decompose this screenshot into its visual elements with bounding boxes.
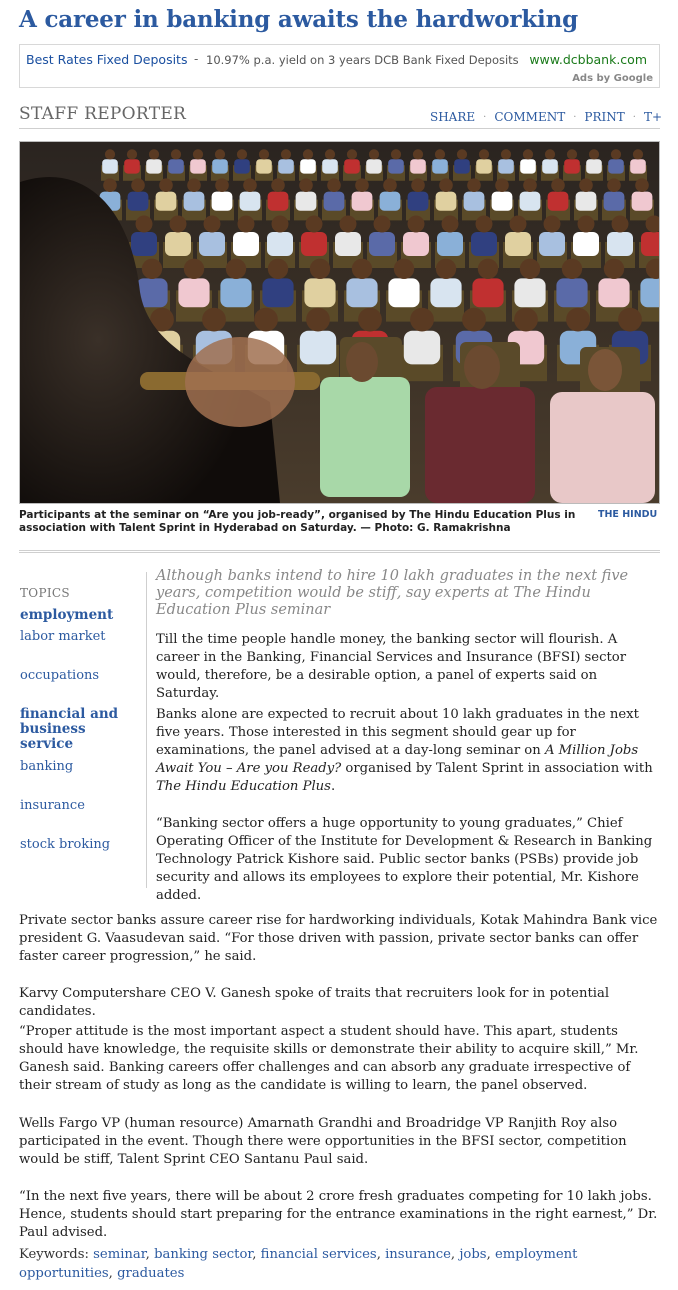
text-size-link[interactable]: T+ [643,110,662,124]
article-paragraph: “Proper attitude is the most important aspect a student should have. This apart, students should have knowledge, the requisite skills or demonstrate their ability to acquire skill,” Mr. Ganesh said. Banking careers offer challenges and can absorb any graduate irrespective of their stream of study as long as the candidate is willing to learn, the panel observed. [19,1024,639,1093]
topic-link[interactable]: insurance [20,798,85,813]
ad-separator: - [194,52,199,66]
keyword-link[interactable]: employment opportunities [19,1247,578,1281]
article-paragraph: “Banking sector offers a huge opportunity to young graduates,” Chief Operating Officer of the Institute for Development & Research in Banking Technology Patrick Kishore said. Public sector banks (PSBs) provide job security and allows its employees to explore their potential, Mr. Kishore added. [156,816,653,903]
article-paragraph: Private sector banks assure career rise for hardworking individuals, Kotak Mahindra Bank vice president G. Vaasudevan said. “For those driven with passion, private sector banks can offer faster career progression,” he said. [19,913,658,964]
publication-name: The Hindu Education Plus [156,779,331,794]
keyword-link[interactable]: graduates [117,1266,185,1281]
paragraph-text: . [330,779,336,794]
keywords-line [19,1245,660,1283]
tools-separator: · [632,111,636,123]
caption-divider [19,550,660,553]
keyword-link[interactable]: financial services [260,1247,377,1262]
article-paragraph: Karvy Computershare CEO V. Ganesh spoke of traits that recruiters look for in potential candidates. [19,986,610,1019]
ad-url[interactable]: www.dcbbank.com [529,52,647,67]
article-headline: A career in banking awaits the hardworking [19,6,578,33]
article-photo [19,141,660,504]
photo-credit: THE HINDU [598,509,658,520]
article-paragraph: Wells Fargo VP (human resource) Amarnath Grandhi and Broadridge VP Ranjith Roy also participated in the event. Though there were opportunities in the BFSI sector, competition would be stiff, Talent Sprint CEO Santanu Paul said. [19,1116,627,1167]
topic-group-title[interactable]: financial and business service [20,706,119,752]
sidebar-divider [146,572,147,888]
article-deck: Although banks intend to hire 10 lakh graduates in the next five years, competition would be stiff, say experts at The Hindu Education Plus seminar [156,568,629,618]
byline: STAFF REPORTER [19,104,187,124]
article-tools [430,110,662,124]
tools-separator: · [483,111,487,123]
article-paragraph: Till the time people handle money, the banking sector will flourish. A career in the Banking, Financial Services and Insurance (BFSI) sector would, therefore, be a desirable option, a panel of experts said on Saturday. [156,632,627,701]
topic-link[interactable]: occupations [20,668,100,683]
seminar-title: A Million Jobs Await You – Are you Ready? [156,743,639,776]
article-paragraph [156,706,660,796]
topic-link[interactable]: banking [20,759,74,774]
topic-link[interactable]: labor market [20,629,106,644]
keyword-list: seminar, banking sector, financial services, insurance, jobs, employment opportunities, graduates [19,1247,578,1281]
keyword-link[interactable]: banking sector [154,1247,253,1262]
ads-by-google-label[interactable]: Ads by Google [572,73,653,84]
tools-separator: · [573,111,577,123]
keyword-link[interactable]: insurance [385,1247,451,1262]
paragraph-text: Banks alone are expected to recruit about 10 lakh graduates in the next five years. Those interested in this segment should gear up for examinations, the panel advised at a day-long seminar on [156,707,639,758]
paragraph-text: organised by Talent Sprint in association with [341,761,653,776]
photo-caption: Participants at the seminar on “Are you job-ready”, organised by The Hindu Education Plus in association with Talent Sprint in Hyderabad on Saturday. — Photo: G. Ramakrishna [19,509,576,534]
topic-group-title[interactable]: employment [20,607,114,623]
share-link[interactable]: SHARE [430,110,476,124]
topics-sidebar [20,586,138,852]
keyword-link[interactable]: seminar [93,1247,146,1262]
article-paragraph: “In the next five years, there will be about 2 crore fresh graduates competing for 10 lakh jobs. Hence, students should start preparing for the entrance examinations in the right earnest,” Dr. Paul advised. [19,1189,658,1240]
comment-link[interactable]: COMMENT [494,110,566,124]
keyword-link[interactable]: jobs [459,1247,487,1262]
keywords-label: Keywords: [19,1247,89,1262]
ad-description: 10.97% p.a. yield on 3 years DCB Bank Fixed Deposits [206,53,519,67]
google-ad-box[interactable] [19,44,660,88]
print-link[interactable]: PRINT [584,110,625,124]
topic-link[interactable]: stock broking [20,837,111,852]
header-divider [19,128,660,129]
ad-link[interactable]: Best Rates Fixed Deposits [26,52,188,67]
topics-label: TOPICS [20,586,70,600]
